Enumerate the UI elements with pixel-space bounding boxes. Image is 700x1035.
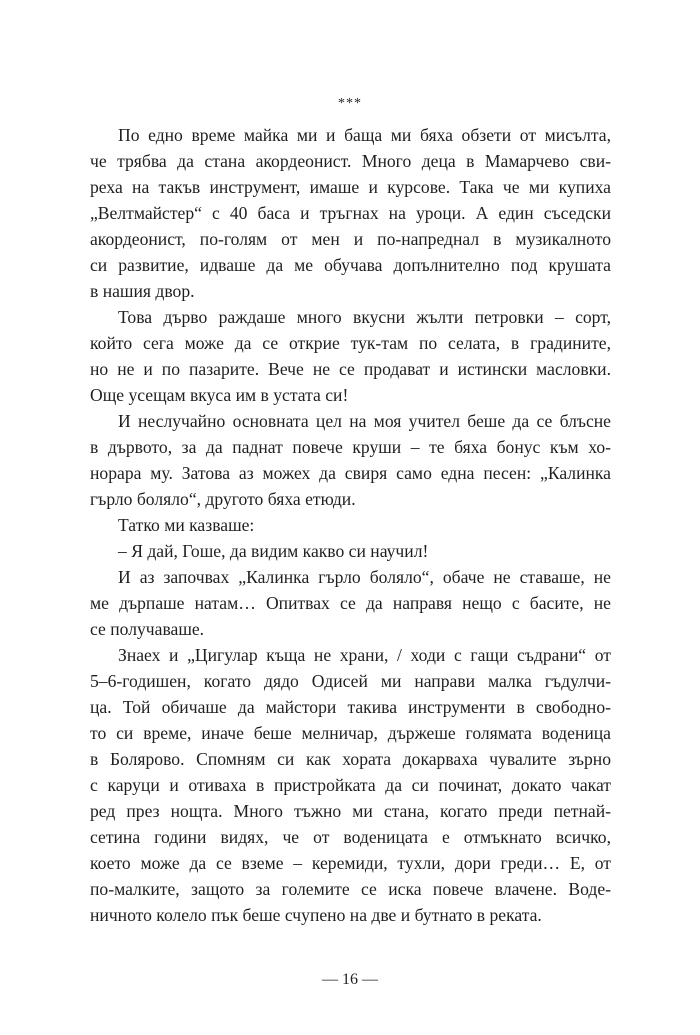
text-line: че трябва да стана акордеонист. Много деца в Мамарчево сви- <box>90 151 611 171</box>
text-line: 5–6-годишен, когато дядо Одисей ми направи малка гъдулчи- <box>90 671 611 691</box>
paragraph <box>90 122 611 304</box>
text-line: си развитие, идваше да ме обучава допълнително под крушата <box>90 255 611 275</box>
text-line: ме дърпаше натам… Опитвах се да направя нещо с басите, не <box>90 593 611 613</box>
page-number: — 16 — <box>322 971 378 988</box>
text-line: реха на такъв инструмент, имаше и курсове. Така че ми купиха <box>90 177 611 197</box>
text-line: норара му. Затова аз можех да свиря само една песен: „Калинка <box>90 463 611 483</box>
text-line: И неслучайно основната цел на моя учител беше да се блъсне <box>118 411 611 431</box>
text-line: в нашия двор. <box>90 281 195 301</box>
text-line: И аз започвах „Калинка гърло боляло“, обаче не ставаше, не <box>118 567 611 587</box>
paragraph <box>90 538 611 564</box>
paragraph <box>90 564 611 642</box>
text-line: Това дърво раждаше много вкусни жълти петровки – сорт, <box>118 307 611 327</box>
paragraph <box>90 304 611 408</box>
text-line: но не и по пазарите. Вече не се продават и истински масловки. <box>90 359 611 379</box>
text-line: акордеонист, по-голям от мен и по-напреднал в музикалното <box>90 229 611 249</box>
text-line: по-малките, защото за големите се иска повече влачене. Воде- <box>90 879 611 899</box>
text-line: то си време, иначе беше мелничар, държеше голямата воденица <box>90 723 611 743</box>
text-line: Татко ми казваше: <box>118 515 255 535</box>
paragraph <box>90 408 611 512</box>
text-line: се получаваше. <box>90 619 205 639</box>
paragraph <box>90 512 611 538</box>
paragraph <box>90 642 611 928</box>
section-separator: *** <box>338 96 362 111</box>
text-line: сетина години видях, че от воденицата е отмъкнато всичко, <box>90 827 611 847</box>
text-line: в дървото, за да паднат повече круши – те бяха бонус към хо- <box>90 437 611 457</box>
text-line: в Болярово. Спомням си как хората докарваха чувалите зърно <box>90 749 611 769</box>
text-line: Още усещам вкуса им в устата си! <box>90 385 349 405</box>
text-line: ред през нощта. Много тъжно ми стана, когато преди петнай- <box>90 801 611 821</box>
text-line: ничното колело пък беше счупено на две и бутнато в реката. <box>90 905 542 925</box>
text-line: „Велтмайстер“ с 40 баса и тръгнах на уроци. А един съседски <box>90 203 611 223</box>
text-line: Знаех и „Цигулар къща не храни, / ходи с гащи съдрани“ от <box>118 645 611 665</box>
text-line: По едно време майка ми и баща ми бяха обзети от мисълта, <box>118 125 611 145</box>
text-line: което може да се вземе – керемиди, тухли, дори греди… Е, от <box>90 853 611 873</box>
text-line: гърло боляло“, другото бяха етюди. <box>90 489 356 509</box>
text-line: – Я дай, Гоше, да видим какво си научил! <box>118 541 429 561</box>
body-text <box>90 122 611 928</box>
text-line: с каруци и отиваха в пристройката да си починат, докато чакат <box>90 775 611 795</box>
text-line: който сега може да се открие тук-там по селата, в градините, <box>90 333 611 353</box>
text-line: ца. Той обичаше да майстори такива инструменти в свободно- <box>90 697 611 717</box>
